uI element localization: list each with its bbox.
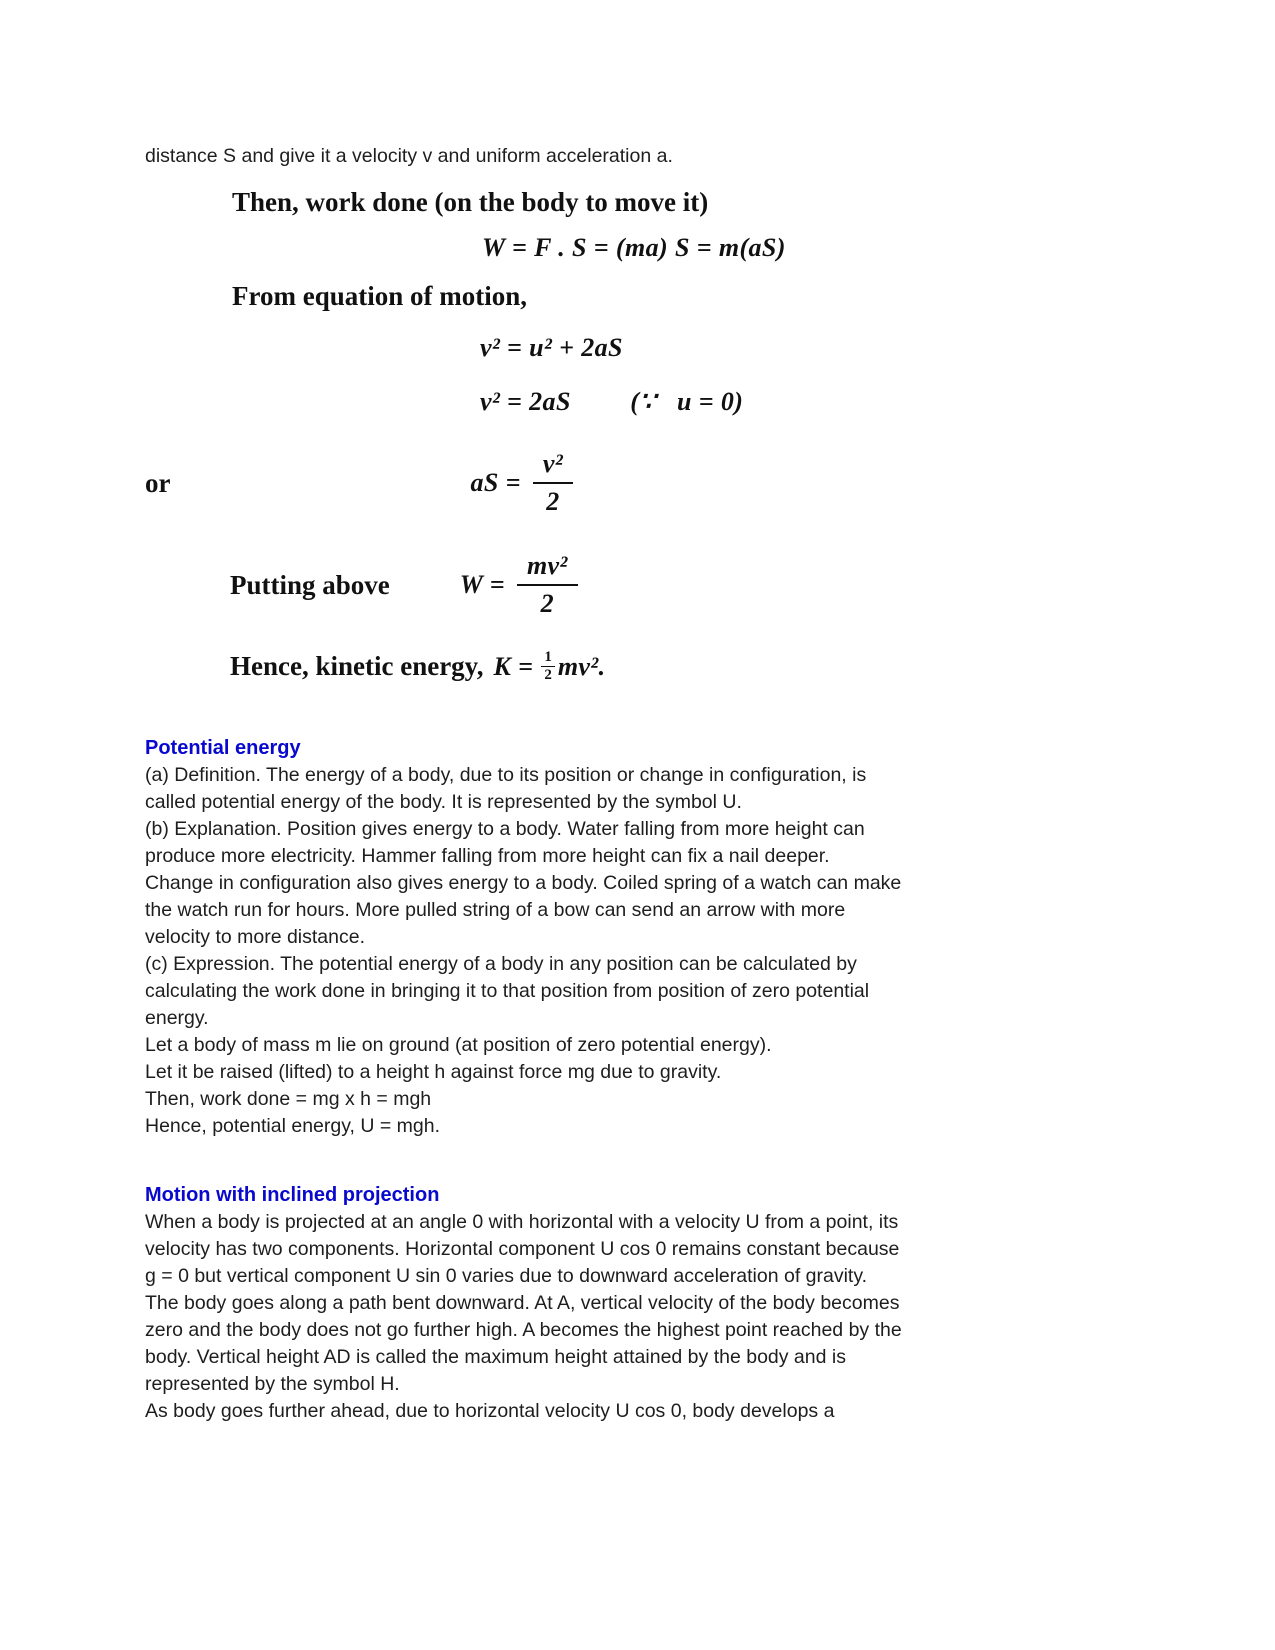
- paragraph-line: produce more electricity. Hammer falling from more height can fix a nail deeper.: [145, 845, 830, 867]
- paragraph-line: called potential energy of the body. It is represented by the symbol U.: [145, 791, 742, 813]
- paragraph-line: energy.: [145, 1007, 209, 1029]
- kinetic-equation-lhs: K =: [493, 651, 534, 681]
- as-equation-lhs: aS =: [470, 468, 521, 497]
- kinetic-energy-line: [230, 650, 1145, 683]
- fraction-numerator: 1: [541, 650, 555, 667]
- potential-energy-paragraph: [145, 762, 1145, 1140]
- half-fraction: [541, 650, 555, 683]
- because-condition: (∵ u = 0): [630, 387, 744, 416]
- from-line: From equation of motion,: [232, 281, 527, 311]
- paragraph-line: velocity to more distance.: [145, 926, 366, 948]
- section-heading-inclined-projection: Motion with inclined projection: [145, 1184, 440, 1206]
- putting-label: Putting above: [230, 569, 390, 600]
- intro-line: distance S and give it a velocity v and uniform acceleration a.: [145, 145, 673, 167]
- section-heading-potential-energy: Potential energy: [145, 737, 301, 759]
- paragraph-line: represented by the symbol H.: [145, 1373, 400, 1395]
- paragraph-line: Change in configuration also gives energy to a body. Coiled spring of a watch can make: [145, 872, 902, 894]
- paragraph-line: Hence, potential energy, U = mgh.: [145, 1115, 441, 1137]
- fraction-denominator: 2: [544, 667, 552, 683]
- or-equation-row: [145, 448, 1145, 518]
- paragraph-line: zero and the body does not go further high. A becomes the highest point reached by the: [145, 1319, 902, 1341]
- paragraph-line: Let a body of mass m lie on ground (at position of zero potential energy).: [145, 1034, 772, 1056]
- paragraph-line: velocity has two components. Horizontal component U cos 0 remains constant because: [145, 1238, 900, 1260]
- fraction-denominator: 2: [546, 487, 560, 516]
- paragraph-line: body. Vertical height AD is called the maximum height attained by the body and is: [145, 1346, 846, 1368]
- as-equation: [470, 448, 573, 518]
- paragraph-line: Then, work done = mg x h = mgh: [145, 1088, 432, 1110]
- paragraph-line: g = 0 but vertical component U sin 0 varies due to downward acceleration of gravity.: [145, 1265, 868, 1287]
- paragraph-line: As body goes further ahead, due to horizontal velocity U cos 0, body develops a: [145, 1400, 835, 1422]
- putting-above-row: [145, 550, 1145, 620]
- fraction-numerator: mv²: [517, 550, 578, 586]
- work-result-fraction: [517, 550, 578, 620]
- paragraph-line: (b) Explanation. Position gives energy to a body. Water falling from more height can: [145, 818, 865, 840]
- work-result-lhs: W =: [459, 570, 505, 599]
- or-label: or: [145, 467, 171, 498]
- paragraph-line: the watch run for hours. More pulled string of a bow can send an arrow with more: [145, 899, 846, 921]
- then-line: Then, work done (on the body to move it): [232, 187, 709, 217]
- work-equation: W = F . S = (ma) S = m(aS): [482, 233, 786, 262]
- paragraph-line: (a) Definition. The energy of a body, due to its position or change in configuration, is: [145, 764, 867, 786]
- as-fraction: [533, 448, 573, 518]
- inclined-projection-paragraph: [145, 1209, 1145, 1425]
- velocity-equation: v² = 2aS: [480, 387, 571, 416]
- paragraph-line: calculating the work done in bringing it to that position from position of zero potential: [145, 980, 870, 1002]
- fraction-numerator: v²: [533, 448, 573, 484]
- kinetic-equation-rhs: mv².: [557, 651, 606, 681]
- fraction-denominator: 2: [540, 589, 555, 618]
- paragraph-line: When a body is projected at an angle 0 with horizontal with a velocity U from a point, its: [145, 1211, 899, 1233]
- paragraph-line: (c) Expression. The potential energy of a body in any position can be calculated by: [145, 953, 857, 975]
- motion-equation: v² = u² + 2aS: [480, 333, 623, 362]
- velocity-equation-row: [480, 384, 1145, 424]
- paragraph-line: Let it be raised (lifted) to a height h against force mg due to gravity.: [145, 1061, 722, 1083]
- paragraph-line: The body goes along a path bent downward. At A, vertical velocity of the body becomes: [145, 1292, 900, 1314]
- kinetic-label: Hence, kinetic energy,: [230, 651, 484, 681]
- work-result-equation: [460, 550, 578, 620]
